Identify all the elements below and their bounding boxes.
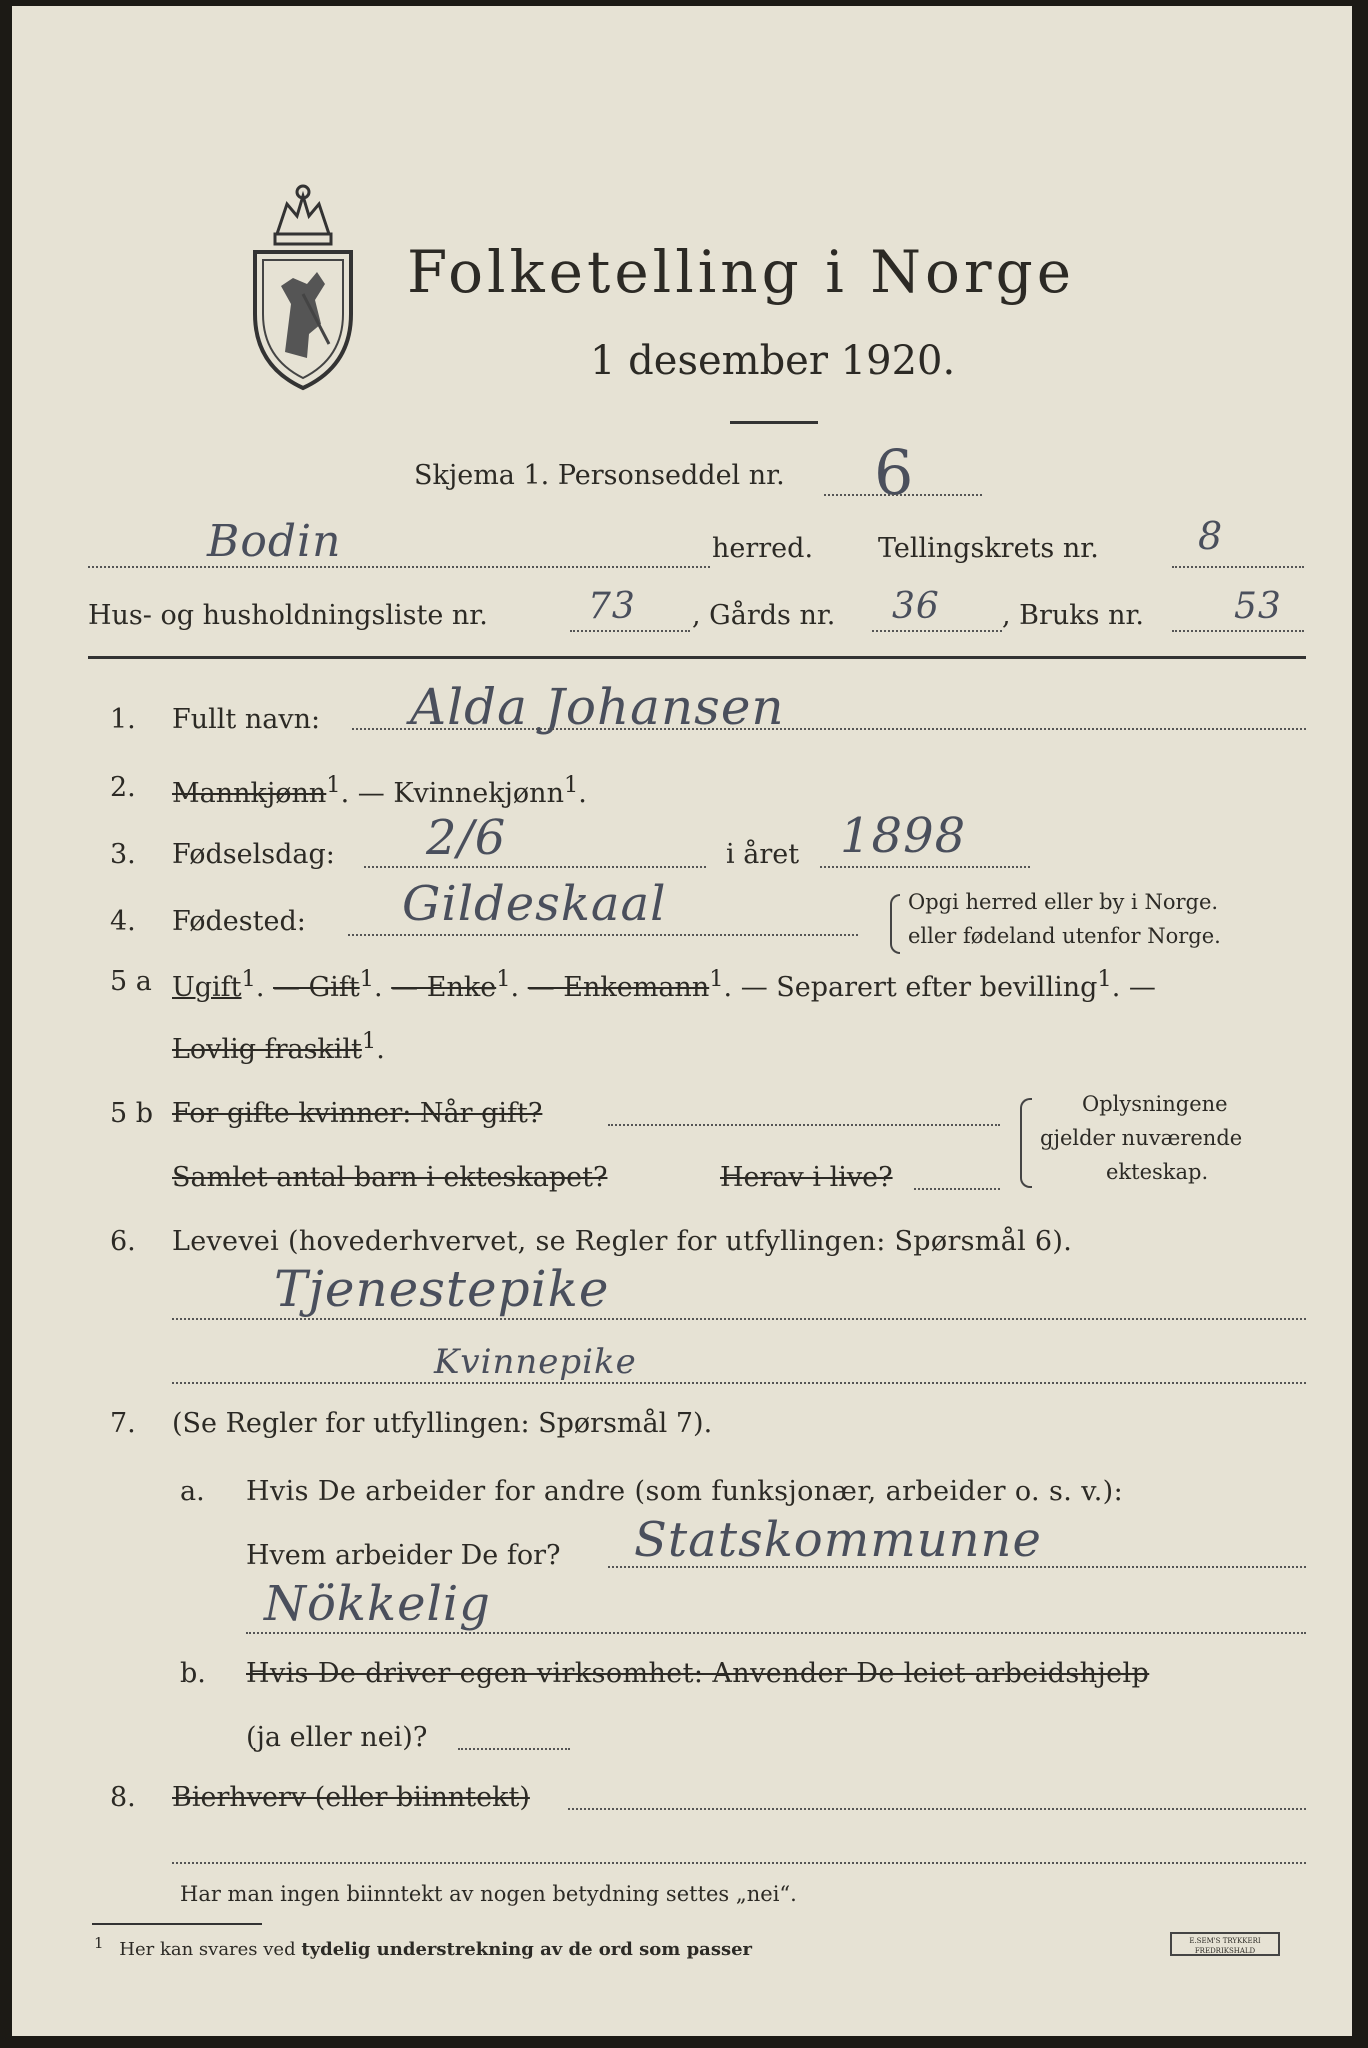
q7b-label: b.: [180, 1658, 206, 1689]
status-enke[interactable]: — Enke: [391, 972, 497, 1003]
marital-status-options[interactable]: Ugift$^1$. — Gift$^1$. — Enke$^1$. — Enkemann$^1$. — Separert efter bevilling$^1$. —: [172, 966, 1156, 1003]
footnote-mark: 1: [361, 1028, 377, 1054]
gender-male[interactable]: Mannkjønn: [172, 778, 327, 809]
occupation-label: Levevei (hovederhvervet, se Regler for utfyllingen: Spørsmål 6).: [172, 1226, 1073, 1257]
birthplace-note-line1: Opgi herred eller by i Norge.: [908, 890, 1219, 914]
herred-label: herred.: [712, 533, 814, 564]
birth-year-value[interactable]: 1898: [840, 808, 967, 864]
employer-question: Hvem arbeider De for?: [246, 1540, 561, 1571]
q7b-text: Hvis De driver egen virksomhet: Anvender De leiet arbeidshjelp: [246, 1658, 1150, 1689]
children-total-label: Samlet antal barn i ekteskapet?: [172, 1162, 608, 1193]
tellingskrets-value[interactable]: 8: [1198, 514, 1224, 558]
employer-line-2: [246, 1632, 1306, 1634]
side-income-line: [568, 1808, 1306, 1810]
married-when-line: [608, 1124, 1000, 1126]
husliste-line: [570, 630, 690, 632]
birthplace-value[interactable]: Gildeskaal: [402, 876, 667, 932]
footnote: [94, 1934, 752, 1960]
occupation-value-2[interactable]: Kvinnepike: [434, 1342, 637, 1382]
marriage-note-brace: [1020, 1098, 1032, 1188]
bruks-label: , Bruks nr.: [1002, 600, 1145, 631]
printer-stamp: E.SEM'S TRYKKERI FREDRIKSHALD: [1170, 1932, 1280, 1956]
bruks-value[interactable]: 53: [1234, 586, 1282, 627]
occupation-value[interactable]: Tjenestepike: [274, 1260, 610, 1318]
title-divider: [730, 421, 818, 424]
marriage-note-line2: gjelder nuværende: [1040, 1126, 1243, 1150]
footnote-mark: 1: [241, 966, 256, 992]
birthday-line: [364, 866, 706, 868]
hired-help-line: [458, 1748, 570, 1750]
tellingskrets-line: [1172, 566, 1304, 568]
header-divider: [88, 656, 1306, 659]
tellingskrets-label: Tellingskrets nr.: [878, 533, 1099, 564]
birth-year-line: [820, 866, 1030, 868]
form-title: Folketelling i Norge: [407, 238, 1076, 306]
full-name-line: [352, 728, 1306, 730]
status-enkemann[interactable]: — Enkemann: [527, 972, 710, 1003]
gards-line: [872, 630, 1002, 632]
footnote-divider: [92, 1923, 262, 1925]
q5b-number: 5 b: [110, 1098, 154, 1129]
occupation-line1: [172, 1318, 1306, 1320]
gards-label: , Gårds nr.: [692, 600, 836, 631]
q5a-number: 5 a: [110, 966, 152, 997]
q1-label: Fullt navn:: [172, 704, 321, 735]
footnote-number: 1: [94, 1934, 104, 1952]
q4-label: Fødested:: [172, 906, 306, 937]
gender-female[interactable]: Kvinnekjønn: [393, 778, 564, 809]
q7a-label: a.: [180, 1476, 205, 1507]
birthplace-note-brace: [890, 894, 900, 954]
footnote-text-a: Her kan svares ved: [119, 1939, 302, 1960]
employer-value-2[interactable]: Nökkelig: [264, 1576, 491, 1632]
herred-line: [88, 566, 710, 568]
gender-separator: . —: [340, 778, 394, 809]
footnote-text-b: tydelig understrekning av de ord som passer: [301, 1939, 753, 1960]
husliste-value[interactable]: 73: [588, 586, 636, 627]
schema-number[interactable]: 6: [874, 436, 915, 509]
footnote-mark: 1: [359, 966, 374, 992]
q6-number: 6.: [110, 1226, 136, 1257]
married-when-label: For gifte kvinner: Når gift?: [172, 1098, 543, 1129]
census-form: [12, 6, 1352, 2036]
status-gift[interactable]: — Gift: [273, 972, 360, 1003]
schema-label: Skjema 1. Personseddel nr.: [414, 460, 785, 491]
gards-value[interactable]: 36: [892, 586, 940, 627]
footnote-mark: 1: [709, 966, 724, 992]
status-separert[interactable]: — Separert efter bevilling: [740, 972, 1098, 1003]
marriage-note-line3: ekteskap.: [1106, 1160, 1209, 1184]
coat-of-arms-icon: [247, 174, 359, 392]
gender-male-footnote: 1: [326, 772, 341, 798]
q8-number: 8.: [110, 1782, 136, 1813]
schema-number-line: [824, 494, 982, 496]
birthplace-line: [348, 934, 858, 936]
status-ugift[interactable]: Ugift: [172, 972, 242, 1003]
birthday-value[interactable]: 2/6: [426, 810, 507, 866]
herred-value[interactable]: Bodin: [207, 516, 342, 567]
employer-line: [608, 1566, 1306, 1568]
footnote-mark: 1: [1097, 966, 1112, 992]
q7a-text: Hvis De arbeider for andre (som funksjonær, arbeider o. s. v.):: [246, 1476, 1124, 1507]
side-income-note: Har man ingen biinntekt av nogen betydning settes „nei“.: [180, 1882, 797, 1906]
q4-number: 4.: [110, 906, 136, 937]
status-fraskilt[interactable]: Lovlig fraskilt: [172, 1034, 362, 1065]
q1-number: 1.: [110, 704, 136, 735]
gender-end: .: [578, 778, 587, 809]
q2-number: 2.: [110, 772, 136, 803]
employer-value[interactable]: Statskommunne: [634, 1512, 1042, 1568]
children-alive-line: [914, 1188, 1000, 1190]
birthplace-note-line2: eller fødeland utenfor Norge.: [908, 924, 1221, 948]
children-alive-label: Herav i live?: [720, 1162, 893, 1193]
side-income-label: Bierhverv (eller biinntekt): [172, 1782, 530, 1813]
gender-female-footnote: 1: [563, 772, 579, 798]
footnote-mark: 1: [496, 966, 511, 992]
hired-help-question: (ja eller nei)?: [246, 1722, 428, 1753]
q7-number: 7.: [110, 1408, 136, 1439]
full-name-value[interactable]: Alda Johansen: [410, 678, 785, 736]
census-date: 1 desember 1920.: [590, 338, 956, 384]
marriage-note-line1: Oplysningene: [1082, 1092, 1228, 1116]
bruks-line: [1172, 630, 1304, 632]
status-separator: . —: [1111, 972, 1156, 1003]
marital-status-options-line2[interactable]: Lovlig fraskilt$^1$.: [172, 1028, 385, 1065]
q3-label: Fødselsdag:: [172, 839, 335, 870]
q7-label: (Se Regler for utfyllingen: Spørsmål 7).: [172, 1408, 713, 1439]
q3-number: 3.: [110, 839, 136, 870]
occupation-line2: [172, 1382, 1306, 1384]
side-income-line-2: [172, 1862, 1306, 1864]
husliste-label: Hus- og husholdningsliste nr.: [88, 600, 488, 631]
gender-options[interactable]: [172, 772, 587, 809]
year-label: i året: [726, 839, 800, 870]
